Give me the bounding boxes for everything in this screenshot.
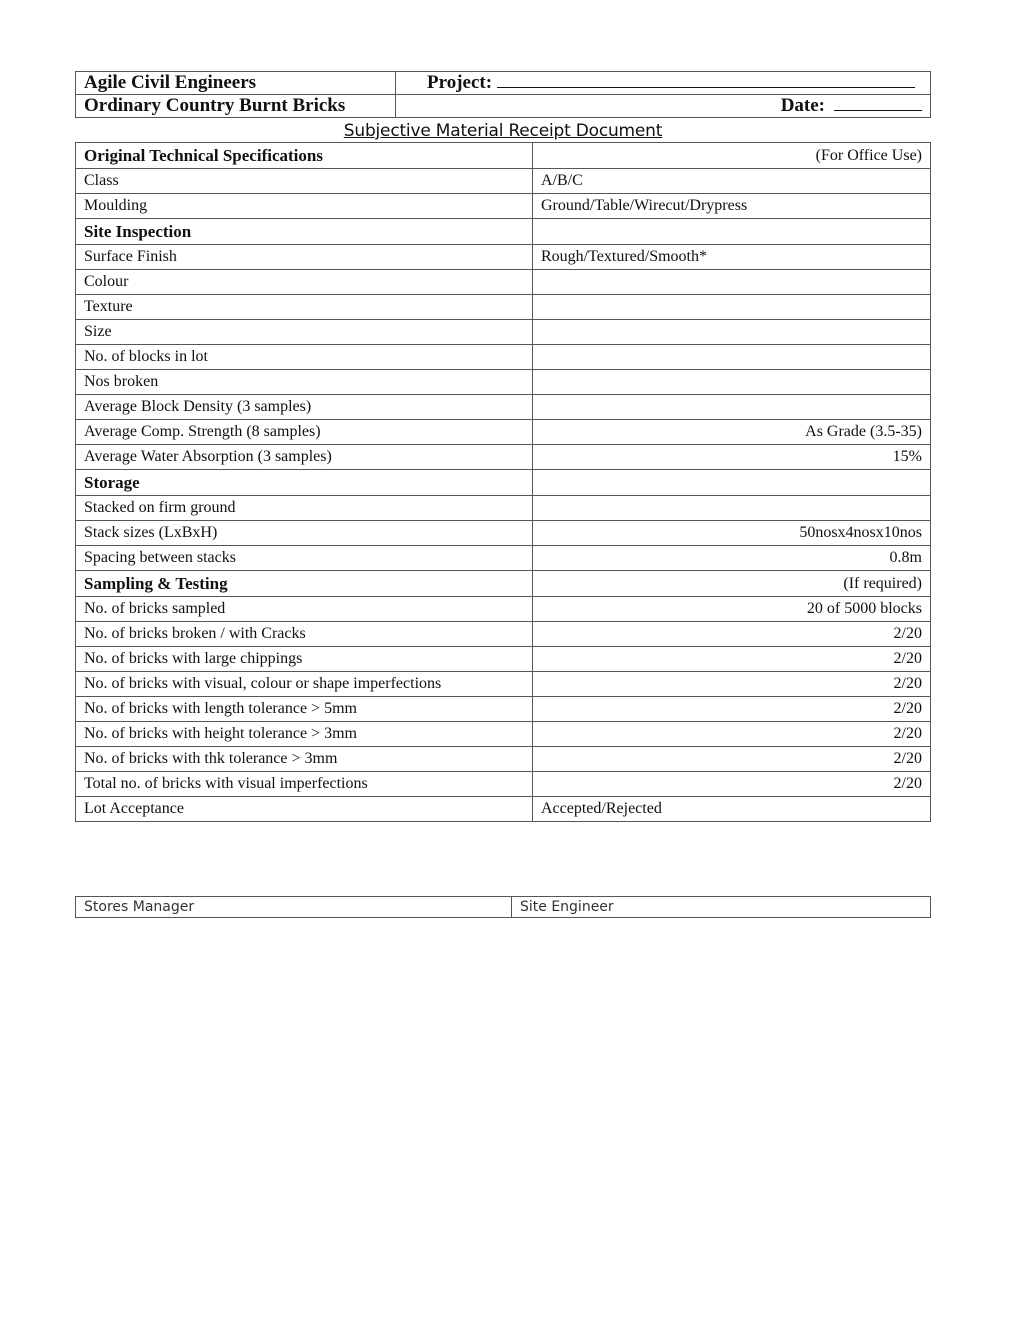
table-row (76, 194, 931, 219)
stores-manager-signature[interactable]: Stores Manager (76, 897, 512, 918)
row-value[interactable]: 2/20 (533, 697, 931, 722)
signature-table (75, 896, 931, 918)
row-value[interactable]: A/B/C (533, 169, 931, 194)
row-value[interactable]: 2/20 (533, 647, 931, 672)
row-label: Total no. of bricks with visual imperfections (76, 772, 533, 797)
section-header-row (76, 143, 931, 169)
specification-table (75, 142, 931, 822)
row-value[interactable]: 2/20 (533, 747, 931, 772)
row-label: Average Comp. Strength (8 samples) (76, 420, 533, 445)
table-row (76, 445, 931, 470)
row-value[interactable]: 2/20 (533, 772, 931, 797)
table-row (76, 370, 931, 395)
table-row (76, 496, 931, 521)
receipt-document (75, 71, 931, 822)
section-title: Site Inspection (76, 219, 533, 245)
table-row (76, 320, 931, 345)
row-value[interactable] (533, 320, 931, 345)
row-value[interactable]: (For Office Use) (533, 143, 931, 169)
row-value[interactable]: 2/20 (533, 722, 931, 747)
section-title: Original Technical Specifications (76, 143, 533, 169)
row-value[interactable]: Accepted/Rejected (533, 797, 931, 822)
row-value[interactable]: 0.8m (533, 546, 931, 571)
row-label: No. of bricks with visual, colour or shape imperfections (76, 672, 533, 697)
section-header-row (76, 219, 931, 245)
row-value[interactable]: 15% (533, 445, 931, 470)
table-row (76, 672, 931, 697)
date-label: Date: (780, 95, 825, 116)
row-value[interactable] (533, 295, 931, 320)
table-row (76, 622, 931, 647)
specification-rows (76, 143, 931, 822)
header-row-2 (76, 95, 931, 118)
row-label: Stacked on firm ground (76, 496, 533, 521)
row-value[interactable] (533, 219, 931, 245)
row-label: No. of bricks with height tolerance > 3mm (76, 722, 533, 747)
row-value[interactable] (533, 370, 931, 395)
table-row (76, 597, 931, 622)
table-row (76, 647, 931, 672)
table-row (76, 295, 931, 320)
project-field[interactable] (396, 72, 931, 95)
section-header-row (76, 470, 931, 496)
table-row (76, 546, 931, 571)
document-title: Subjective Material Receipt Document (343, 121, 663, 141)
section-title: Sampling & Testing (76, 571, 533, 597)
section-title: Storage (76, 470, 533, 496)
row-value[interactable] (533, 345, 931, 370)
table-row (76, 420, 931, 445)
table-row (76, 697, 931, 722)
row-value[interactable]: (If required) (533, 571, 931, 597)
row-label: Colour (76, 270, 533, 295)
table-row (76, 395, 931, 420)
row-label: Average Water Absorption (3 samples) (76, 445, 533, 470)
company-name: Agile Civil Engineers (76, 72, 396, 95)
table-row (76, 169, 931, 194)
row-label: Average Block Density (3 samples) (76, 395, 533, 420)
row-value[interactable]: Ground/Table/Wirecut/Drypress (533, 194, 931, 219)
date-blank-line[interactable] (834, 95, 922, 111)
row-value[interactable] (533, 470, 931, 496)
row-label: No. of bricks broken / with Cracks (76, 622, 533, 647)
row-value[interactable]: 20 of 5000 blocks (533, 597, 931, 622)
section-header-row (76, 571, 931, 597)
row-value[interactable] (533, 395, 931, 420)
table-row (76, 772, 931, 797)
row-label: No. of bricks with thk tolerance > 3mm (76, 747, 533, 772)
table-row (76, 747, 931, 772)
row-label: Size (76, 320, 533, 345)
row-label: Spacing between stacks (76, 546, 533, 571)
row-label: Moulding (76, 194, 533, 219)
row-value[interactable]: As Grade (3.5-35) (533, 420, 931, 445)
row-label: Lot Acceptance (76, 797, 533, 822)
material-name: Ordinary Country Burnt Bricks (76, 95, 396, 118)
project-blank-line[interactable] (497, 72, 915, 88)
table-row (76, 345, 931, 370)
table-row (76, 521, 931, 546)
signature-row (76, 897, 931, 918)
table-row (76, 797, 931, 822)
site-engineer-signature[interactable]: Site Engineer (512, 897, 931, 918)
row-label: Texture (76, 295, 533, 320)
table-row (76, 245, 931, 270)
date-field[interactable] (396, 95, 931, 118)
row-label: No. of bricks with length tolerance > 5mm (76, 697, 533, 722)
header-table (75, 71, 931, 118)
row-value[interactable]: 2/20 (533, 672, 931, 697)
row-value[interactable]: 2/20 (533, 622, 931, 647)
row-label: Nos broken (76, 370, 533, 395)
row-label: No. of bricks with large chippings (76, 647, 533, 672)
row-label: Surface Finish (76, 245, 533, 270)
table-row (76, 722, 931, 747)
row-label: Stack sizes (LxBxH) (76, 521, 533, 546)
table-row (76, 270, 931, 295)
project-label: Project: (427, 72, 493, 93)
row-label: No. of blocks in lot (76, 345, 533, 370)
header-row-1 (76, 72, 931, 95)
row-value[interactable] (533, 270, 931, 295)
row-value[interactable]: 50nosx4nosx10nos (533, 521, 931, 546)
row-value[interactable] (533, 496, 931, 521)
row-label: No. of bricks sampled (76, 597, 533, 622)
row-label: Class (76, 169, 533, 194)
row-value[interactable]: Rough/Textured/Smooth* (533, 245, 931, 270)
